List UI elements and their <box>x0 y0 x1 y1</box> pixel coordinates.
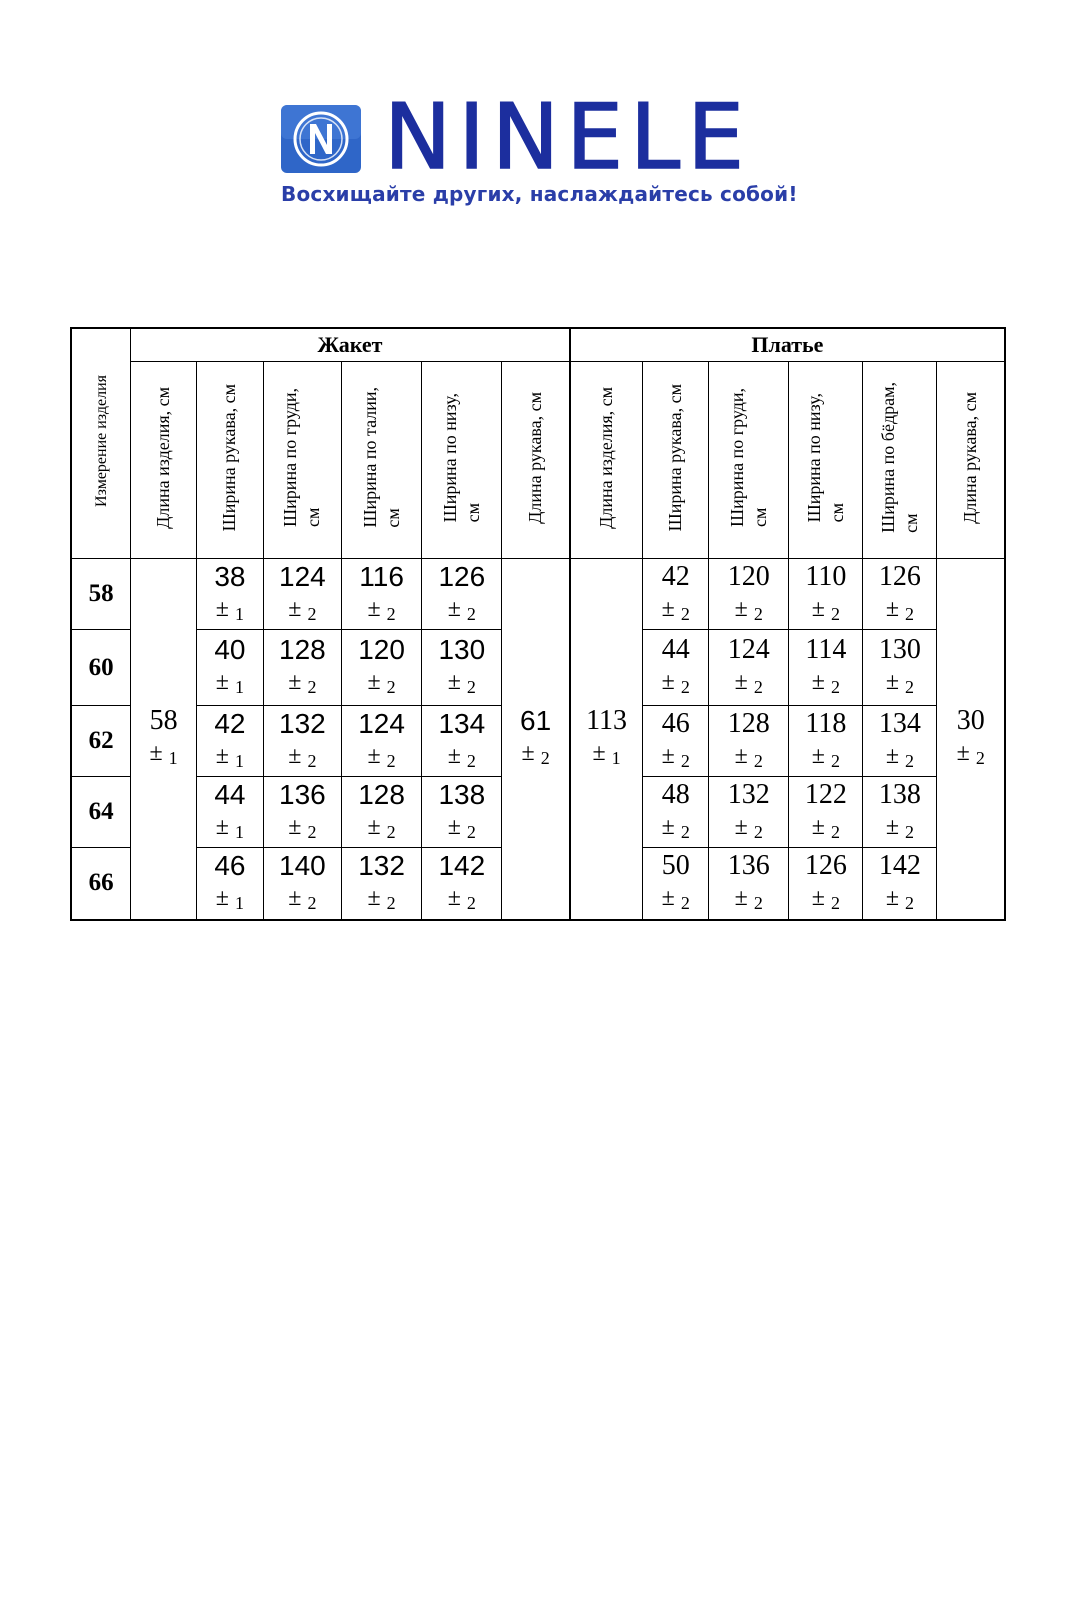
measurement-value: 42 <box>214 707 246 739</box>
jacket-cell <box>196 777 263 848</box>
measurement-value: 132 <box>279 707 326 739</box>
plus-minus-icon: ± <box>956 740 976 767</box>
plus-minus-icon: ± <box>367 669 387 695</box>
dress-cell <box>863 559 937 630</box>
plus-minus-icon: ± <box>215 742 235 769</box>
measurement-value: 44 <box>214 778 246 810</box>
tolerance <box>643 812 708 847</box>
tolerance <box>264 741 341 776</box>
tolerance <box>422 594 501 629</box>
plus-minus-icon: ± <box>521 740 541 767</box>
dress-cell <box>789 848 863 920</box>
column-header-label: Ширина по груди, см <box>280 388 324 527</box>
plus-minus-icon: ± <box>734 884 754 911</box>
tolerance <box>422 741 501 776</box>
tolerance <box>342 667 421 702</box>
dress-cell <box>709 630 789 706</box>
column-header-label: Ширина по низу, см <box>439 392 483 523</box>
merged-cell-dress-length <box>570 559 643 920</box>
measurement-value: 124 <box>727 634 770 665</box>
plus-minus-icon: ± <box>215 884 235 911</box>
plus-minus-icon: ± <box>661 669 681 695</box>
tolerance-value: 2 <box>307 677 317 697</box>
measurement-value: 120 <box>358 634 405 665</box>
measurement-value: 116 <box>359 560 404 592</box>
merged-cell-jacket-length <box>131 559 197 920</box>
measurement-value: 126 <box>804 849 847 881</box>
measurement-value: 138 <box>438 778 486 810</box>
plus-minus-icon: ± <box>661 813 681 840</box>
measurement-value: 122 <box>804 778 847 810</box>
column-header <box>196 362 263 559</box>
dress-cell <box>643 777 709 848</box>
column-header-label: Ширина по талии, см <box>359 387 403 528</box>
plus-minus-icon: ± <box>367 813 387 840</box>
column-header <box>502 362 570 559</box>
plus-minus-icon: ± <box>734 813 754 840</box>
tolerance-value: 2 <box>830 750 840 771</box>
plus-minus-icon: ± <box>661 884 681 911</box>
plus-minus-icon: ± <box>288 595 308 622</box>
measurement-value: 126 <box>438 560 486 592</box>
tolerance-value: 2 <box>680 892 690 913</box>
jacket-cell <box>422 777 502 848</box>
tolerance-value: 1 <box>234 892 244 913</box>
measurement-value: 44 <box>661 634 690 665</box>
plus-minus-icon: ± <box>447 595 467 622</box>
measurement-value: 114 <box>805 634 847 665</box>
measurement-value: 120 <box>727 560 770 592</box>
dress-cell <box>863 706 937 777</box>
plus-minus-icon: ± <box>811 669 831 695</box>
tolerance-value: 2 <box>905 603 915 624</box>
tolerance-value: 1 <box>234 750 244 771</box>
dress-cell <box>863 630 937 706</box>
column-header <box>570 362 643 559</box>
column-header <box>937 362 1005 559</box>
measurement-value: 130 <box>438 634 486 665</box>
plus-minus-icon: ± <box>885 595 906 622</box>
tolerance <box>709 812 788 847</box>
merged-cell-jacket-sleeve-length <box>502 559 570 920</box>
tolerance <box>342 594 421 629</box>
plus-minus-icon: ± <box>811 595 831 622</box>
plus-minus-icon: ± <box>288 742 308 769</box>
column-header <box>422 362 502 559</box>
column-header-label: Ширина по бёдрам, см <box>877 382 921 533</box>
tolerance-value: 2 <box>753 750 763 771</box>
tolerance <box>643 667 708 702</box>
measurement-value: 61 <box>520 705 552 737</box>
tolerance <box>342 812 421 847</box>
plus-minus-icon: ± <box>447 884 467 911</box>
plus-minus-icon: ± <box>885 669 906 695</box>
tolerance-value: 2 <box>466 821 476 842</box>
tolerance-value: 2 <box>830 677 840 697</box>
plus-minus-icon: ± <box>734 669 754 695</box>
jacket-cell <box>422 559 502 630</box>
measurement-value: 118 <box>805 707 847 739</box>
tolerance-value: 2 <box>540 748 550 769</box>
dress-cell <box>863 777 937 848</box>
tolerance <box>422 667 501 702</box>
tolerance-value: 2 <box>680 677 690 697</box>
tolerance-value: 2 <box>680 821 690 842</box>
measurement-value: 40 <box>214 634 246 665</box>
tolerance <box>264 812 341 847</box>
measurement-value: 142 <box>438 849 486 881</box>
tolerance-value: 2 <box>905 677 915 697</box>
measurement-value: 48 <box>661 778 690 810</box>
plus-minus-icon: ± <box>367 884 387 911</box>
tolerance-value: 2 <box>386 750 396 771</box>
tolerance-value: 1 <box>234 677 244 697</box>
tolerance-value: 2 <box>975 748 985 769</box>
tolerance <box>863 741 936 776</box>
measurement-value: 138 <box>878 778 921 810</box>
tolerance <box>197 594 263 629</box>
tolerance <box>863 594 936 629</box>
size-cell: 58 <box>71 559 131 630</box>
jacket-cell <box>196 706 263 777</box>
tolerance-value: 2 <box>307 892 317 913</box>
dress-cell <box>863 848 937 920</box>
measurement-value: 46 <box>214 849 246 881</box>
tolerance <box>197 741 263 776</box>
plus-minus-icon: ± <box>288 813 308 840</box>
tolerance-value: 2 <box>830 892 840 913</box>
measurement-value: 38 <box>214 560 246 592</box>
column-header <box>643 362 709 559</box>
tolerance <box>131 738 196 773</box>
measurement-value: 42 <box>661 560 690 592</box>
tolerance <box>789 883 862 918</box>
dress-cell <box>709 706 789 777</box>
tolerance <box>789 594 862 629</box>
tolerance-value: 2 <box>753 821 763 842</box>
jacket-cell <box>263 630 341 706</box>
measurement-value: 30 <box>956 705 985 737</box>
plus-minus-icon: ± <box>734 595 754 622</box>
dress-cell <box>709 848 789 920</box>
merged-cell-dress-sleeve-length <box>937 559 1005 920</box>
measurement-value: 136 <box>279 778 326 810</box>
plus-minus-icon: ± <box>288 669 308 695</box>
plus-minus-icon: ± <box>811 884 831 911</box>
tolerance-value: 2 <box>753 677 763 697</box>
tolerance <box>502 738 568 773</box>
column-header <box>789 362 863 559</box>
jacket-cell <box>341 777 421 848</box>
tolerance-value: 2 <box>830 603 840 624</box>
plus-minus-icon: ± <box>149 740 169 767</box>
jacket-cell <box>422 848 502 920</box>
tolerance <box>197 667 263 702</box>
dress-cell <box>709 559 789 630</box>
tolerance <box>264 594 341 629</box>
column-header-label: Длина рукава, см <box>960 391 981 524</box>
plus-minus-icon: ± <box>447 669 467 695</box>
column-header <box>131 362 197 559</box>
brand-name: NINELE <box>384 85 752 190</box>
tolerance-value: 2 <box>905 821 915 842</box>
column-header <box>709 362 789 559</box>
measurement-value: 113 <box>586 705 628 737</box>
tolerance <box>342 883 421 918</box>
tolerance <box>342 741 421 776</box>
jacket-cell <box>196 559 263 630</box>
measurement-value: 136 <box>727 849 770 881</box>
jacket-cell <box>422 706 502 777</box>
group-header-dress: Платье <box>570 328 1005 362</box>
column-header-label: Ширина по низу, см <box>803 392 847 523</box>
corner-header <box>71 328 131 559</box>
tolerance-value: 2 <box>386 677 396 697</box>
tolerance-value: 2 <box>830 821 840 842</box>
jacket-cell <box>263 848 341 920</box>
plus-minus-icon: ± <box>367 595 387 622</box>
column-header-label: Длина изделия, см <box>153 386 174 529</box>
measurement-value: 134 <box>878 707 921 739</box>
measurement-value: 134 <box>438 707 486 739</box>
tolerance <box>643 883 708 918</box>
column-header-label: Длина изделия, см <box>596 386 617 529</box>
tolerance <box>197 812 263 847</box>
size-cell: 64 <box>71 777 131 848</box>
measurement-value: 128 <box>358 778 405 810</box>
jacket-cell <box>341 848 421 920</box>
dress-cell <box>643 848 709 920</box>
jacket-cell <box>263 559 341 630</box>
dress-cell <box>643 706 709 777</box>
column-header <box>863 362 937 559</box>
plus-minus-icon: ± <box>811 813 831 840</box>
tolerance <box>937 738 1004 773</box>
tolerance <box>643 741 708 776</box>
tolerance <box>709 741 788 776</box>
tolerance-value: 2 <box>307 821 317 842</box>
tolerance <box>789 667 862 702</box>
jacket-cell <box>263 706 341 777</box>
tolerance <box>863 812 936 847</box>
tolerance-value: 2 <box>466 677 476 697</box>
plus-minus-icon: ± <box>661 742 681 769</box>
tolerance-value: 1 <box>168 748 178 769</box>
measurement-value: 132 <box>727 778 770 810</box>
measurement-value: 58 <box>149 705 178 737</box>
tolerance-value: 2 <box>680 750 690 771</box>
tolerance-value: 2 <box>386 603 396 624</box>
tolerance-value: 1 <box>611 748 621 769</box>
tolerance-value: 2 <box>307 603 317 624</box>
table-body <box>71 559 1005 920</box>
dress-cell <box>789 777 863 848</box>
plus-minus-icon: ± <box>885 742 906 769</box>
tolerance-value: 2 <box>386 892 396 913</box>
jacket-cell <box>341 706 421 777</box>
ninele-logo-icon <box>280 104 362 174</box>
plus-minus-icon: ± <box>447 813 467 840</box>
tolerance <box>264 883 341 918</box>
corner-label: Измерение изделия <box>92 375 110 507</box>
measurement-value: 124 <box>358 707 405 739</box>
tolerance-value: 2 <box>905 750 915 771</box>
tolerance <box>789 812 862 847</box>
tolerance <box>789 741 862 776</box>
measurement-value: 110 <box>805 560 847 592</box>
measurement-value: 46 <box>661 707 690 739</box>
dress-cell <box>789 630 863 706</box>
size-cell: 60 <box>71 630 131 706</box>
tolerance-value: 1 <box>234 603 244 624</box>
plus-minus-icon: ± <box>661 595 681 622</box>
dress-cell <box>643 630 709 706</box>
plus-minus-icon: ± <box>288 884 308 911</box>
jacket-cell <box>196 630 263 706</box>
plus-minus-icon: ± <box>885 813 906 840</box>
size-cell: 62 <box>71 706 131 777</box>
measurement-value: 124 <box>279 560 326 592</box>
jacket-cell <box>422 630 502 706</box>
jacket-cell <box>341 630 421 706</box>
measurement-value: 132 <box>358 849 405 881</box>
size-chart-table <box>70 327 1006 921</box>
tolerance <box>197 883 263 918</box>
tolerance <box>709 594 788 629</box>
plus-minus-icon: ± <box>447 742 467 769</box>
measurement-value: 142 <box>878 849 921 881</box>
measurement-value: 130 <box>878 634 921 665</box>
plus-minus-icon: ± <box>367 742 387 769</box>
column-header-label: Ширина по груди, см <box>726 388 770 527</box>
tolerance-value: 2 <box>905 892 915 913</box>
plus-minus-icon: ± <box>215 669 235 695</box>
size-cell: 66 <box>71 848 131 920</box>
table-row <box>71 559 1005 630</box>
jacket-cell <box>196 848 263 920</box>
jacket-cell <box>341 559 421 630</box>
tolerance <box>571 738 643 773</box>
plus-minus-icon: ± <box>734 742 754 769</box>
column-header <box>263 362 341 559</box>
measurement-value: 126 <box>878 560 921 592</box>
tolerance <box>422 883 501 918</box>
plus-minus-icon: ± <box>885 884 906 911</box>
tolerance-value: 2 <box>753 603 763 624</box>
dress-cell <box>709 777 789 848</box>
plus-minus-icon: ± <box>592 740 612 767</box>
tolerance <box>863 883 936 918</box>
tolerance-value: 2 <box>386 821 396 842</box>
measurement-value: 140 <box>279 849 326 881</box>
column-header-label: Ширина рукава, см <box>665 383 686 532</box>
group-header-jacket: Жакет <box>131 328 570 362</box>
dress-cell <box>789 559 863 630</box>
tolerance-value: 1 <box>234 821 244 842</box>
dress-cell <box>789 706 863 777</box>
tolerance <box>422 812 501 847</box>
jacket-cell <box>263 777 341 848</box>
tolerance <box>863 667 936 702</box>
tolerance-value: 2 <box>466 892 476 913</box>
column-header-label: Ширина рукава, см <box>219 383 240 532</box>
brand-tagline: Восхищайте других, наслаждайтесь собой! <box>281 182 798 206</box>
tolerance <box>709 667 788 702</box>
plus-minus-icon: ± <box>215 595 235 622</box>
column-header <box>341 362 421 559</box>
dress-cell <box>643 559 709 630</box>
tolerance-value: 2 <box>466 603 476 624</box>
measurement-value: 128 <box>279 634 326 665</box>
tolerance-value: 2 <box>753 892 763 913</box>
tolerance <box>643 594 708 629</box>
tolerance <box>264 667 341 702</box>
column-header-label: Длина рукава, см <box>525 391 546 524</box>
tolerance-value: 2 <box>307 750 317 771</box>
plus-minus-icon: ± <box>811 742 831 769</box>
tolerance <box>709 883 788 918</box>
tolerance-value: 2 <box>466 750 476 771</box>
plus-minus-icon: ± <box>215 813 235 840</box>
brand-header <box>0 0 1080 230</box>
tolerance-value: 2 <box>680 603 690 624</box>
measurement-value: 128 <box>727 707 770 739</box>
measurement-value: 50 <box>661 849 690 881</box>
